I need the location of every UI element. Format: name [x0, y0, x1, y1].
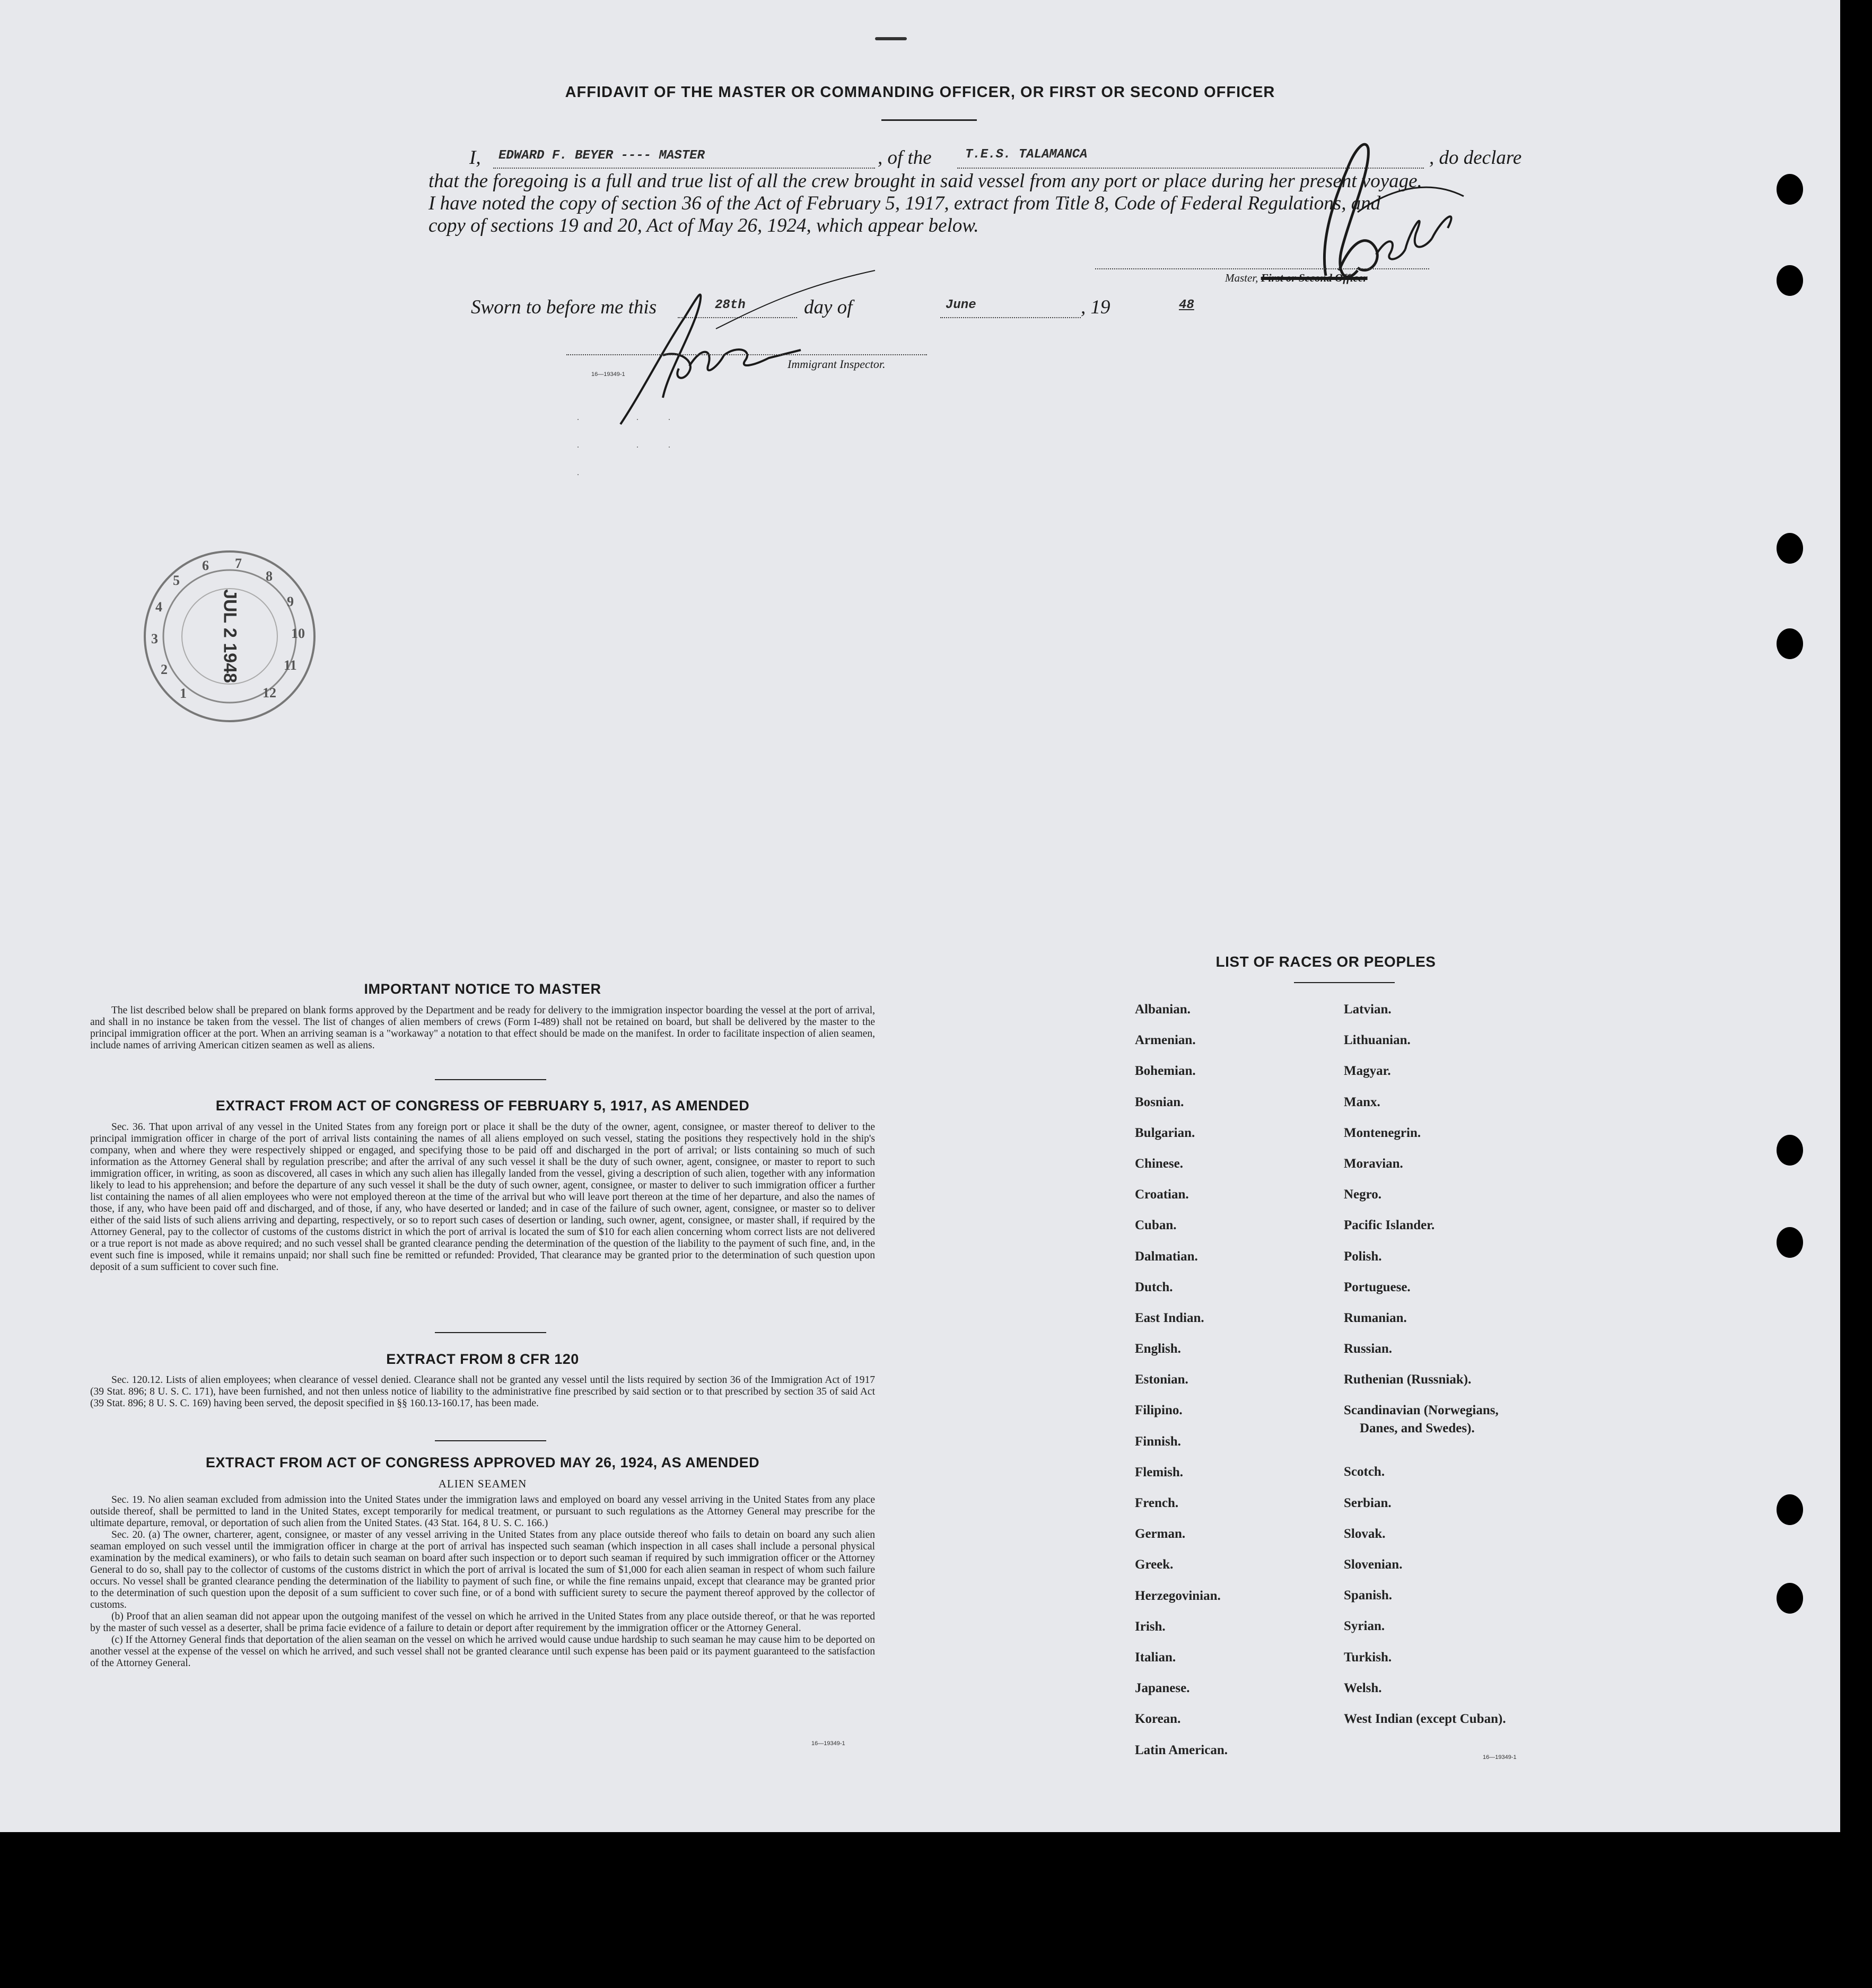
- race-item: Cuban.: [1135, 1218, 1177, 1233]
- race-item: Korean.: [1135, 1712, 1181, 1727]
- race-item: Bulgarian.: [1135, 1125, 1195, 1140]
- race-item: Irish.: [1135, 1619, 1166, 1634]
- of-the-label: , of the: [878, 147, 932, 169]
- alien-seamen-subtitle: ALIEN SEAMEN: [438, 1477, 527, 1490]
- sec-20b-paragraph: (b) Proof that an alien seaman did not appear upon the outgoing manifest of the vessel on which he arrived in the United States from any place outside thereof, or that he was reported by the master of such vessel as a deserter, shall be prima facie evidence of a failure to detain or deport after requirement by the immigration officer or the Attorney General.: [90, 1611, 875, 1634]
- sec-20c-paragraph: (c) If the Attorney General finds that deportation of the alien seaman on the vessel on which he arrived would cause undue hardship to such seaman he may cause him to be deported on another vessel at the expense of the vessel on which he arrived, and such vessel shall not be granted clearance until such expense has been paid or its payment guaranteed to the satisfaction of the Attorney General.: [90, 1634, 875, 1669]
- master-caption-master: Master,: [1225, 272, 1258, 284]
- race-item: Rumanian.: [1344, 1310, 1407, 1325]
- extract-cfr-rule: [435, 1440, 546, 1441]
- stamp-ring-num-8: 8: [266, 568, 273, 584]
- year-prefix: , 19: [1081, 296, 1110, 318]
- race-item: Slovak.: [1344, 1526, 1386, 1541]
- stamp-date: JUL 2 1948: [220, 589, 240, 684]
- punch-hole: [1777, 1227, 1803, 1258]
- race-item: Serbian.: [1344, 1495, 1392, 1510]
- race-item: Herzegovinian.: [1135, 1588, 1221, 1603]
- race-item: Danes, and Swedes).: [1360, 1421, 1475, 1436]
- race-item: Chinese.: [1135, 1156, 1183, 1171]
- notice-title: IMPORTANT NOTICE TO MASTER: [364, 981, 601, 997]
- sworn-label: Sworn to before me this: [471, 296, 657, 318]
- vessel-name-typed: T.E.S. TALAMANCA: [965, 147, 1088, 162]
- day-of-label: day of: [804, 296, 853, 318]
- inspector-caption: Immigrant Inspector.: [788, 357, 886, 371]
- punch-hole: [1777, 174, 1803, 205]
- punch-hole: [1777, 628, 1803, 659]
- race-item: Scotch.: [1344, 1465, 1385, 1479]
- date-stamp: [139, 546, 320, 726]
- race-item: Dutch.: [1135, 1280, 1173, 1294]
- do-declare-label: , do declare: [1429, 147, 1522, 169]
- affidavit-title: AFFIDAVIT OF THE MASTER OR COMMANDING OFFICER, OR FIRST OR SECOND OFFICER: [565, 84, 1275, 101]
- race-item: West Indian (except Cuban).: [1344, 1711, 1506, 1726]
- race-item: Bosnian.: [1135, 1094, 1184, 1109]
- master-caption: [1225, 272, 1368, 285]
- race-item: Greek.: [1135, 1557, 1174, 1572]
- race-item: Pacific Islander.: [1344, 1218, 1435, 1233]
- extract-1917-body: [90, 1122, 875, 1273]
- race-item: Russian.: [1344, 1342, 1393, 1356]
- i-label: I,: [469, 147, 481, 169]
- race-item: Moravian.: [1344, 1156, 1403, 1171]
- month-line: [940, 317, 1081, 318]
- extract-1924-title: EXTRACT FROM ACT OF CONGRESS APPROVED MAY 26, 1924, AS AMENDED: [205, 1455, 760, 1470]
- year-typed: 48: [1179, 298, 1194, 312]
- stamp-ring-num-2: 2: [161, 662, 168, 677]
- notice-body: [90, 1005, 875, 1052]
- race-item: Scandinavian (Norwegians,: [1344, 1403, 1499, 1418]
- race-item: Albanian.: [1135, 1002, 1191, 1017]
- race-item: English.: [1135, 1342, 1181, 1356]
- notice-paragraph: The list described below shall be prepared on blank forms approved by the Department and be ready for delivery to the immigration inspector boarding the vessel at the port of arrival, and shall in no instance be taken from the vessel. The list of changes of alien members of crews (Form I-489) shall not be retained on board, but shall be delivered by the master to the principal immigration officer at the port. When an arriving seaman is a "workaway" a notation to that effect should be made on the manifest. In order to facilitate inspection of alien seamen, include names of arriving American citizen seamen as well as aliens.: [90, 1005, 875, 1051]
- race-item: Spanish.: [1344, 1588, 1393, 1603]
- stamp-ring-num-10: 10: [291, 626, 305, 641]
- stamp-ring-num-1: 1: [180, 686, 187, 701]
- races-title-rule: [1294, 982, 1395, 983]
- extract-cfr-title: EXTRACT FROM 8 CFR 120: [386, 1351, 579, 1367]
- affidavit-title-rule: [881, 119, 977, 121]
- stamp-ring-num-11: 11: [284, 658, 297, 673]
- master-name-typed: EDWARD F. BEYER ---- MASTER: [498, 148, 705, 163]
- race-item: Ruthenian (Russniak).: [1344, 1372, 1472, 1387]
- race-item: Bohemian.: [1135, 1064, 1196, 1079]
- race-item: Lithuanian.: [1344, 1033, 1411, 1048]
- inspector-signature-line: [566, 354, 927, 355]
- extract-1917-title: EXTRACT FROM ACT OF CONGRESS OF FEBRUARY 5, 1917, AS AMENDED: [215, 1098, 750, 1114]
- race-item: Flemish.: [1135, 1465, 1183, 1479]
- race-item: Armenian.: [1135, 1033, 1196, 1048]
- races-title: LIST OF RACES OR PEOPLES: [1215, 953, 1436, 970]
- day-typed: 28th: [715, 298, 746, 312]
- notice-rule: [435, 1079, 546, 1080]
- punch-hole: [1777, 1583, 1803, 1614]
- race-item: Negro.: [1344, 1187, 1382, 1202]
- stamp-ring-num-4: 4: [155, 599, 162, 615]
- punch-hole: [1777, 533, 1803, 564]
- extract-1917-rule: [435, 1332, 546, 1333]
- race-item: Latin American.: [1135, 1742, 1228, 1757]
- top-scan-mark: [875, 37, 907, 40]
- race-item: East Indian.: [1135, 1310, 1204, 1325]
- affidavit-line-4: copy of sections 19 and 20, Act of May 26, 1924, which appear below.: [428, 215, 979, 237]
- race-item: Croatian.: [1135, 1187, 1189, 1202]
- race-item: Portuguese.: [1344, 1280, 1411, 1294]
- race-item: Welsh.: [1344, 1680, 1382, 1695]
- race-item: Italian.: [1135, 1650, 1176, 1665]
- stamp-ring-num-3: 3: [151, 631, 158, 646]
- race-item: Japanese.: [1135, 1681, 1190, 1696]
- master-signature-line: [1095, 268, 1429, 269]
- sec-36-paragraph: Sec. 36. That upon arrival of any vessel in the United States from any foreign port or place it shall be the duty of the owner, agent, consignee, or master thereof to deliver to the principal immigration officer in charge of the port of arrival lists containing the names of all aliens employed on such vessel, stating the positions they respectively hold in the ship's company, when and where they were respectively shipped or engaged, and specifying those to be paid off and discharged in the port of arrival; or lists containing so much of such information as the Attorney General shall by regulation prescribe; and after the arrival of any such vessel it shall be the duty of such owner, agent, consignee, or master to report to such immigration officer, in writing, as soon as discovered, all cases in which any such alien has illegally landed from the vessel, giving a description of such alien, together with any information likely to lead to his apprehension; and before the departure of any such vessel it shall be the duty of such owner, agent, consignee, or master to deliver to such immigration officer a further list containing the names of all alien employees who were not employed thereon at the time of the arrival but who will leave port thereon at the time of her departure, and also the names of those, if any, who have been paid off and discharged, and of those, if any, who have deserted or landed; and in case of the failure of such owner, agent, consignee, or master so to deliver either of the said lists of such aliens arriving and departing, respectively, or so to report such cases of desertion or landing, such owner, agent, consignee, or master shall, if required by the Attorney General, pay to the collector of customs of the customs district in which the port of arrival is located the sum of $10 for each alien concerning whom correct lists are not delivered or a true report is not made as above required; and no such vessel shall be granted clearance pending the determination of the question of the liability to the payment of such fine, and, in the event such fine is imposed, while it remains unpaid; nor shall such fine be remitted or refunded: Provided, That clearance may be granted prior to the determination of such question upon deposit of a sum sufficient to cover such fine.: [90, 1122, 875, 1273]
- punch-hole: [1777, 1135, 1803, 1166]
- race-item: Dalmatian.: [1135, 1249, 1198, 1264]
- race-item: Manx.: [1344, 1094, 1380, 1109]
- race-item: Finnish.: [1135, 1434, 1181, 1449]
- races-form-number: 16—19349-1: [1483, 1754, 1517, 1761]
- race-item: Polish.: [1344, 1249, 1382, 1264]
- master-caption-struck: First or Second Officer: [1261, 272, 1368, 284]
- stamp-ring-num-12: 12: [263, 685, 276, 700]
- race-item: Filipino.: [1135, 1403, 1183, 1418]
- races-column-2: [1344, 1002, 1506, 1742]
- race-item: French.: [1135, 1496, 1179, 1510]
- month-typed: June: [946, 298, 976, 312]
- punch-hole: [1777, 265, 1803, 296]
- race-item: Turkish.: [1344, 1650, 1392, 1665]
- stamp-ring-num-5: 5: [173, 573, 180, 588]
- notice-form-number: 16—19349-1: [811, 1740, 845, 1747]
- race-item: Estonian.: [1135, 1372, 1188, 1387]
- dot-marks: . . . . . . .: [577, 413, 670, 477]
- stamp-ring-num-6: 6: [202, 558, 209, 573]
- sec-120-12-paragraph: Sec. 120.12. Lists of alien employees; when clearance of vessel denied. Clearance shall not be granted any vessel until the lists required by section 36 of the Immigration Act of 1917 (39 Stat. 896; 8 U. S. C. 171), have been furnished, and not then unless notice of liability to the administrative fine prescribed by said section or to that prescribed by section 35 of said Act (39 Stat. 896; 8 U. S. C. 169) having been served, the deposit specified in §§ 160.13-160.17, has been made.: [90, 1374, 875, 1409]
- extract-cfr-body: [90, 1374, 875, 1409]
- sec-20a-paragraph: Sec. 20. (a) The owner, charterer, agent, consignee, or master of any vessel arriving in the United States from any place outside thereof who fails to detain on board any such alien seaman employed on such vessel until the immigration officer in charge at the port of arrival has inspected such seaman (which inspection in all cases shall include a personal physical examination by the medical examiners), or who fails to detain such seaman on board after such inspection or to deport such seaman if required by such immigration officer or the Attorney General to do so, shall pay to the collector of customs of the customs district in which the port of arrival is located the sum of $1,000 for each alien seaman in respect of whom such failure occurs. No vessel shall be granted clearance pending the determination of the liability to payment of such fine, or while the fine remains unpaid, except that clearance may be granted prior to the determination of such question upon the deposit of a sum sufficient to cover such fine, or of a bond with sufficient surety to secure the payment thereof approved by the collector of customs.: [90, 1529, 875, 1610]
- race-item: Syrian.: [1344, 1619, 1385, 1634]
- punch-hole: [1777, 1494, 1803, 1525]
- affidavit-line-2: that the foregoing is a full and true list of all the crew brought in said vessel from any port or place during her present voyage.: [428, 170, 1422, 192]
- extract-1924-body: [90, 1494, 875, 1669]
- affidavit-form-number: 16—19349-1: [591, 371, 625, 378]
- name-line: [493, 168, 875, 169]
- race-item: Montenegrin.: [1344, 1125, 1421, 1140]
- race-item: Latvian.: [1344, 1002, 1392, 1017]
- race-item: Slovenian.: [1344, 1557, 1403, 1572]
- affidavit-line-3: I have noted the copy of section 36 of the Act of February 5, 1917, extract from Title 8, Code of Federal Regulations, and: [428, 192, 1381, 214]
- stamp-ring-num-9: 9: [287, 594, 294, 609]
- race-item: Magyar.: [1344, 1064, 1391, 1079]
- races-column-1: [1135, 1002, 1228, 1774]
- race-item: German.: [1135, 1527, 1186, 1542]
- sec-19-paragraph: Sec. 19. No alien seaman excluded from admission into the United States under the immigration laws and employed on board any vessel arriving in the United States from any place outside thereof, shall be permitted to land in the United States, except temporarily for medical treatment, or pursuant to such regulations as the Attorney General may prescribe for the ultimate departure, removal, or deportation of such alien from the United States. (43 Stat. 164, 8 U. S. C. 166.): [90, 1494, 875, 1529]
- stamp-ring-num-7: 7: [235, 556, 242, 571]
